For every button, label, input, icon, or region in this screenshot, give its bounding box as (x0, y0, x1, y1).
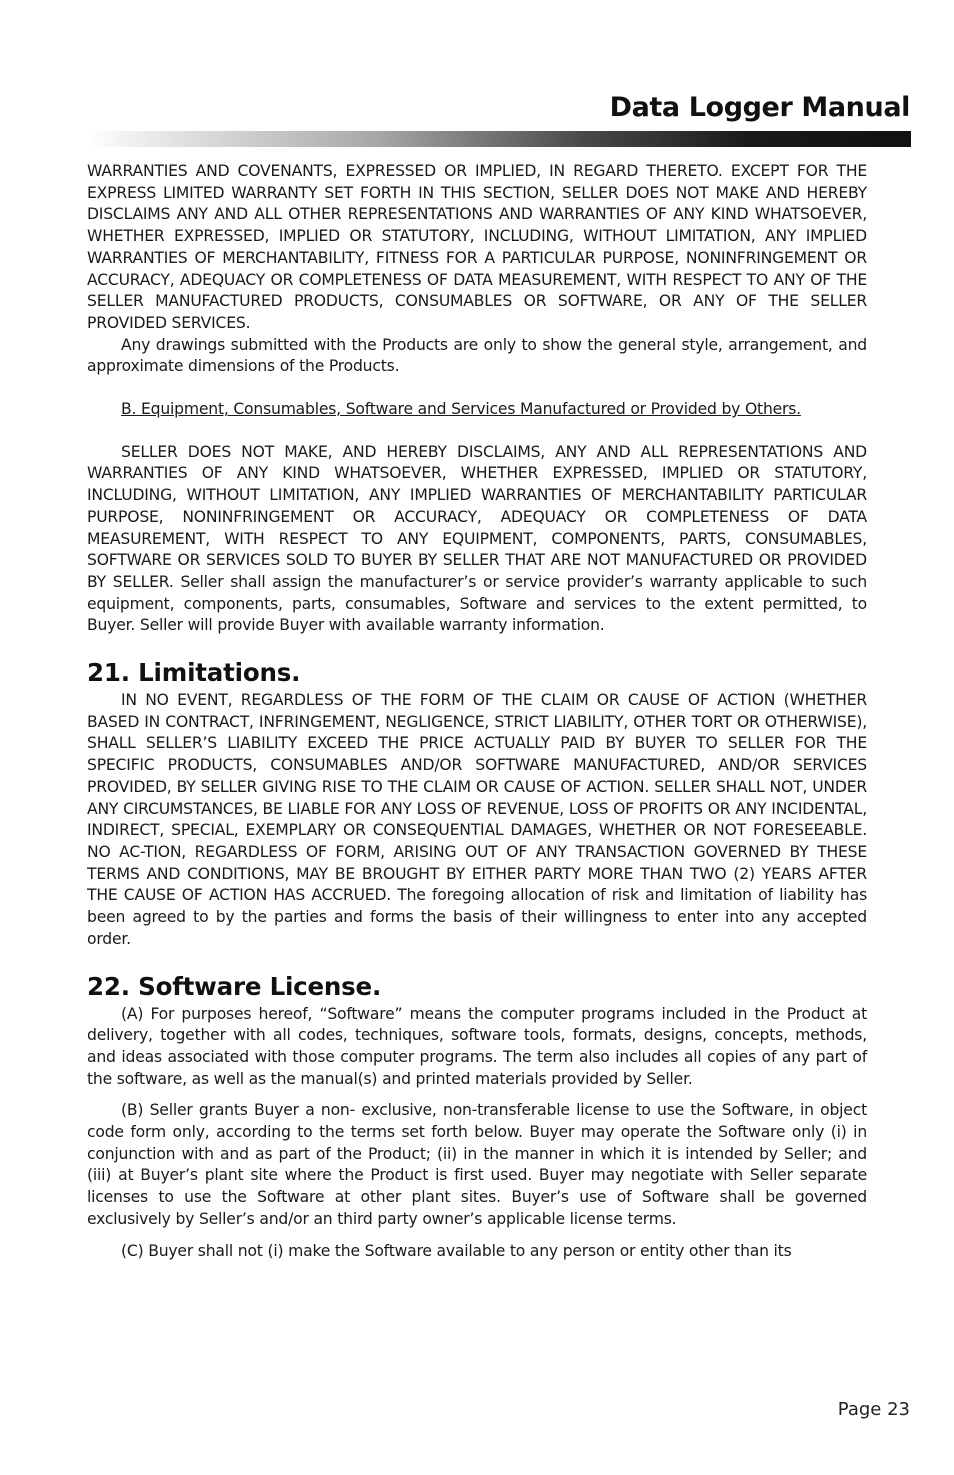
document-title: Data Logger Manual (609, 92, 910, 123)
paragraph-seller-disclaims: SELLER DOES NOT MAKE, AND HEREBY DISCLAIMS, ANY AND ALL REPRESENTATIONS AND WARRANTIES OF ANY KIND WHATSOEVER, WHETHER EXPRESSED, IMPLIED OR STATUTORY, INCLUDING, WITHOUT LIMITATION, ANY IMPLIED WARRANTIES OF MERCHANTABILITY PARTICULAR PURPOSE, NONINFRINGEMENT OR ACCURACY, ADEQUACY OR COMPLETENESS OF DATA MEASUREMENT, WITH RESPECT TO ANY EQUIPMENT, COMPONENTS, PARTS, CONSUMABLES, SOFTWARE OR SERVICES SOLD TO BUYER BY SELLER THAT ARE NOT MANUFACTURED OR PROVIDED BY SELLER. Seller shall assign the manufacturer’s or service provider’s warranty applicable to such equipment, components, parts, consumables, Software and services to the extent permitted, to Buyer. Seller will provide Buyer with available warranty information. (87, 442, 867, 635)
header-gradient-bar (86, 131, 911, 147)
subheading-equipment-consumables: B. Equipment, Consumables, Software and Services Manufactured or Provided by Others. (121, 400, 801, 419)
paragraph-license-a: (A) For purposes hereof, “Software” means the computer programs included in the Product at delivery, together with all codes, techniques, software tools, formats, designs, concepts, methods, and ideas associated with those computer programs. The term also includes all copies of any part of the software, as well as the manual(s) and printed materials provided by Seller. (87, 1004, 867, 1088)
paragraph-limitations: IN NO EVENT, REGARDLESS OF THE FORM OF THE CLAIM OR CAUSE OF ACTION (WHETHER BASED IN CONTRACT, INFRINGEMENT, NEGLIGENCE, STRICT LIABILITY, OTHER TORT OR OTHERWISE), SHALL SELLER’S LIABILITY EXCEED THE PRICE ACTUALLY PAID BY BUYER TO SELLER FOR THE SPECIFIC PRODUCTS, CONSUMABLES AND/OR SOFTWARE MANUFACTURED, AND/OR SERVICES PROVIDED, BY SELLER GIVING RISE TO THE CLAIM OR CAUSE OF ACTION. SELLER SHALL NOT, UNDER ANY CIRCUMSTANCES, BE LIABLE FOR ANY LOSS OF REVENUE, LOSS OF PROFITS OR ANY INCIDENTAL, INDIRECT, SPECIAL, EXEMPLARY OR CONSEQUENTIAL DAMAGES, WHETHER OR NOT FORESEEABLE. NO AC-TION, REGARDLESS OF FORM, ARISING OUT OF ANY TRANSACTION GOVERNED BY THESE TERMS AND CONDITIONS, MAY BE BROUGHT BY EITHER PARTY MORE THAN TWO (2) YEARS AFTER THE CAUSE OF ACTION HAS ACCRUED. The foregoing allocation of risk and limitation of liability has been agreed to by the parties and forms the basis of their willingness to enter into any accepted order. (87, 691, 867, 948)
paragraph-license-b: (B) Seller grants Buyer a non- exclusive, non-transferable license to use the Software, in object code form only, according to the terms set forth below. Buyer may operate the Software only (i) in conjunction with and as part of the Product; (ii) in the manner in which it is intended by Seller; and (iii) at Buyer’s plant site where the Product is first used. Buyer may negotiate with Seller separate licenses to use the Software at other plant sites. Buyer’s use of Software shall be governed exclusively by Seller’s and/or an third party owner’s applicable license terms. (87, 1101, 867, 1228)
section-heading-software-license: 22. Software License. (87, 971, 382, 1001)
document-body (87, 161, 867, 1262)
section-heading-limitations: 21. Limitations. (87, 658, 301, 688)
paragraph-warranty-continuation: WARRANTIES AND COVENANTS, EXPRESSED OR IMPLIED, IN REGARD THERETO. EXCEPT FOR THE EXPRESS LIMITED WARRANTY SET FORTH IN THIS SECTION, SELLER DOES NOT MAKE AND HEREBY DISCLAIMS ANY AND ALL OTHER REPRESENTATIONS AND WARRANTIES OF ANY KIND WHATSOEVER, WHETHER EXPRESSED, IMPLIED OR STATUTORY, INCLUDING, WITHOUT LIMITATION, ANY IMPLIED WARRANTIES OF MERCHANTABILITY, FITNESS FOR A PARTICULAR PURPOSE, NONINFRINGEMENT OR ACCURACY, ADEQUACY OR COMPLETENESS OF DATA MEASUREMENT, WITH RESPECT TO ANY OF THE SELLER MANUFACTURED PRODUCTS, CONSUMABLES OR SOFTWARE, OR ANY OF THE SELLER PROVIDED SERVICES. (87, 162, 867, 332)
page-number: Page 23 (837, 1399, 910, 1420)
paragraph-drawings: Any drawings submitted with the Products are only to show the general style, arrangement, and approximate dimensions of the Products. (87, 335, 867, 376)
paragraph-license-c: (C) Buyer shall not (i) make the Software available to any person or entity other than its (121, 1241, 792, 1260)
